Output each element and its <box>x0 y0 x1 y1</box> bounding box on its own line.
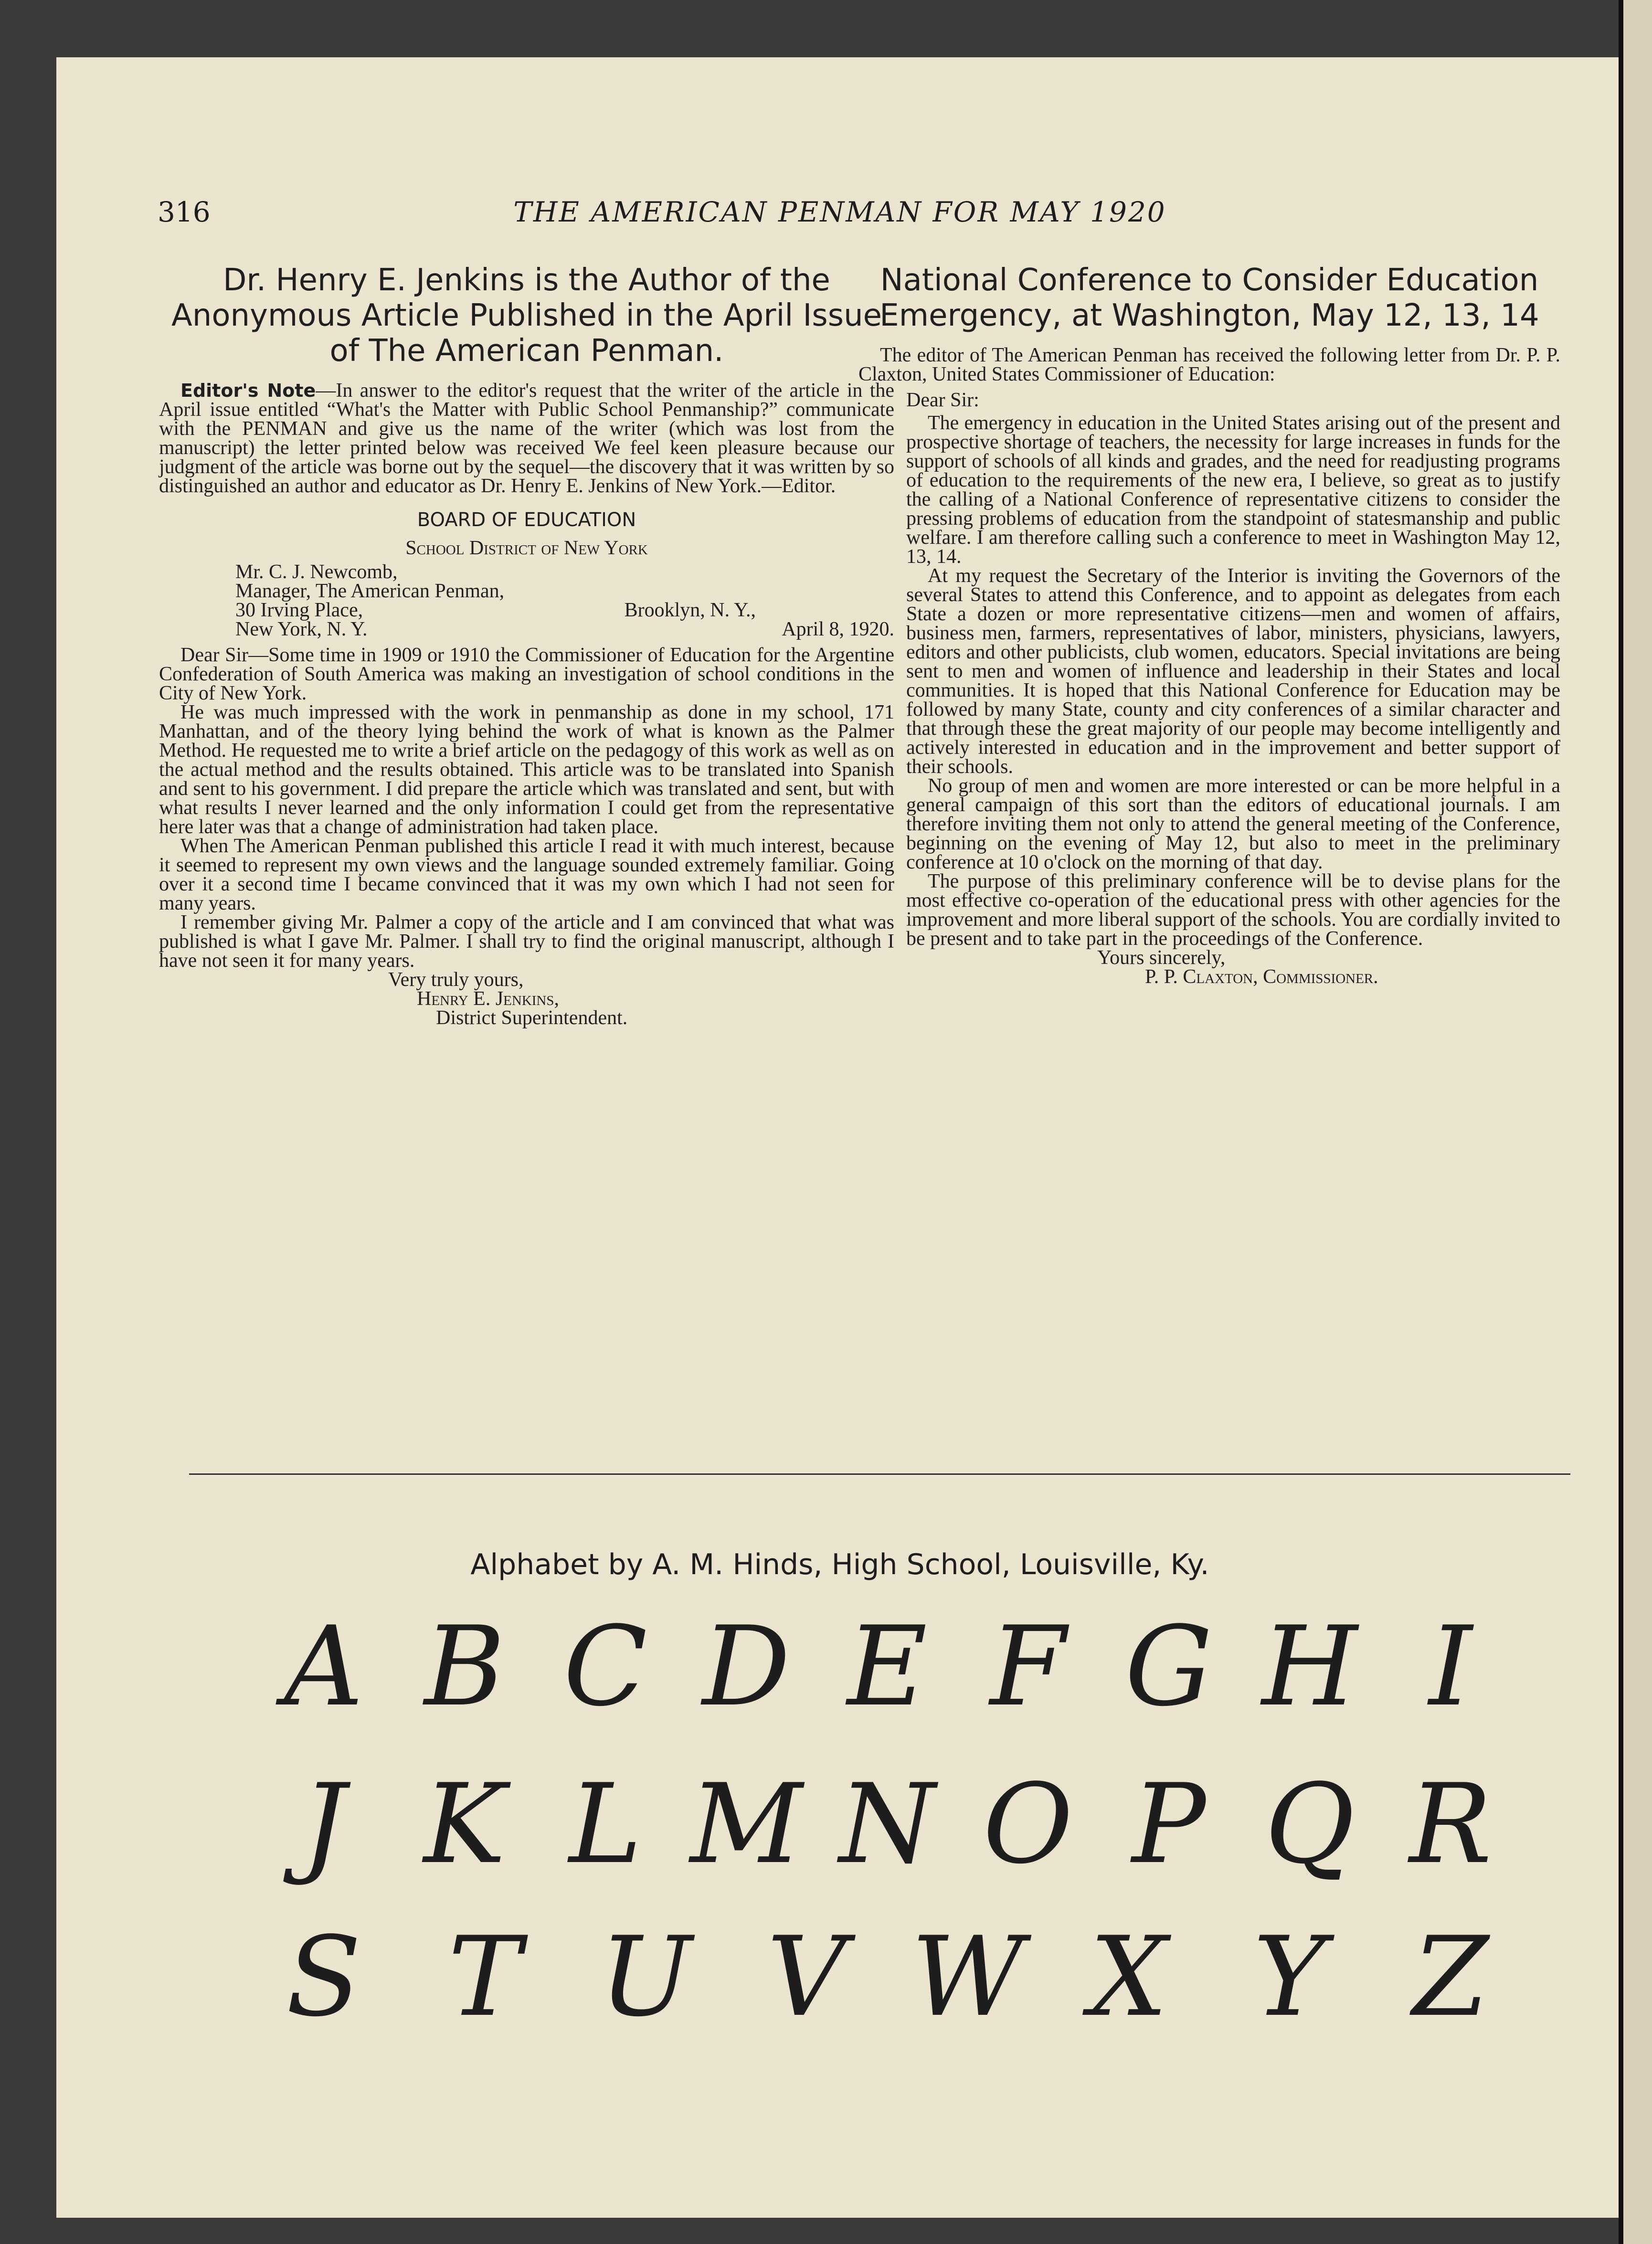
address-right: Brooklyn, N. Y., <box>624 599 756 621</box>
script-letter-o: O <box>983 1761 1073 1888</box>
letter-paragraph: He was much impressed with the work in penmanship as done in my school, 171 Manhattan, and of the theory lying behind the work of what is known as the Palmer Method. He requested me to write a brief article on the pedagogy of this work as well as on the actual method and the results obtained. This article was to be translated into Spanish and sent to his government. I did prepare the article which was translated and sent, but with what results I never learned and the only information I could get from the representative here later was that a change of administration had taken place. <box>159 701 894 838</box>
script-letter-u: U <box>599 1914 692 2041</box>
script-letter-j: J <box>301 1761 346 1888</box>
script-letter-b: B <box>424 1603 505 1731</box>
address-left: New York, N. Y. <box>235 618 368 640</box>
script-letter-h: H <box>1261 1603 1358 1731</box>
alphabet-title: Alphabet by A. M. Hinds, High School, Louisville, Ky. <box>470 1548 1209 1581</box>
magazine-page <box>56 57 1623 2218</box>
address-left: 30 Irving Place, <box>235 599 363 621</box>
editor-note-label: Editor's Note <box>180 380 316 401</box>
script-letter-g: G <box>1125 1603 1213 1731</box>
script-letter-e: E <box>847 1603 927 1731</box>
script-letter-c: C <box>563 1603 647 1731</box>
letter-paragraph: At my request the Secretary of the Interior is inviting the Governors of the several States to attend this Conference, and to appoint as delegates from each State a dozen or more representative citizens—men and women of affairs, business men, farmers, representatives of labor, ministers, physicians, lawyers, editors and other publicists, club women, educators. Special invitations are being sent to men and women of influence and leadership in their States and local communities. It is hoped that this National Conference for Education may be followed by many State, county and city conferences of a similar character and that through these the great majority of our people may become intelligently and actively interested in education and in the improvement and better support of their schools. <box>906 565 1560 778</box>
letter-body <box>858 413 1560 986</box>
script-letter-d: D <box>702 1603 791 1731</box>
script-letter-y: Y <box>1253 1914 1326 2041</box>
script-letter-k: K <box>424 1761 506 1888</box>
district-heading: School District of New York <box>405 537 648 559</box>
script-letter-i: I <box>1429 1603 1472 1731</box>
right-article-title: National Conference to Consider Education Emergency, at Washington, May 12, 13, 14 <box>879 263 1539 333</box>
script-letter-n: N <box>839 1761 935 1888</box>
running-title: THE AMERICAN PENMAN FOR MAY 1920 <box>513 196 1166 228</box>
script-letter-q: Q <box>1264 1761 1355 1888</box>
letter-paragraph: The purpose of this preliminary conference will be to devise plans for the most effective co-operation of the educational press with other agencies for the improvement and more liberal support of the schools. You are cordially invited to be present and to take part in the proceedings of the Conference. <box>906 870 1560 950</box>
script-letter-m: M <box>690 1761 803 1888</box>
signer-title: District Superintendent. <box>436 1007 628 1029</box>
script-letter-a: A <box>284 1603 364 1731</box>
section-divider <box>189 1473 1570 1475</box>
script-letter-z: Z <box>1412 1914 1489 2041</box>
signer: P. P. Claxton, Commissioner. <box>1145 966 1378 988</box>
script-alphabet <box>56 1595 1623 2215</box>
closing: Very truly yours, <box>388 969 524 991</box>
script-letter-l: L <box>569 1761 642 1888</box>
facing-page-edge <box>1623 0 1652 2244</box>
salutation: Dear Sir: <box>906 389 979 411</box>
script-letter-v: V <box>767 1914 847 2041</box>
editor-note <box>159 381 894 496</box>
closing: Yours sincerely, <box>1097 947 1226 969</box>
script-letter-r: R <box>1409 1761 1492 1888</box>
script-letter-f: F <box>990 1603 1066 1731</box>
page-number: 316 <box>158 196 211 228</box>
letter-paragraph: No group of men and women are more interested or can be more helpful in a general campaign of this sort than the editors of educational journals. I am therefore inviting them not only to attend the general meeting of the Conference, beginning on the evening of May 12, but also to meet in the preliminary conference at 10 o'clock on the morning of that day. <box>906 775 1560 873</box>
letter-paragraph: I remember giving Mr. Palmer a copy of the article and I am convinced that what was published is what I gave Mr. Palmer. I shall try to find the original manuscript, although I have not seen it for many years. <box>159 911 894 972</box>
script-letter-w: W <box>911 1914 1024 2041</box>
script-letter-p: P <box>1132 1761 1206 1888</box>
left-article-title: Dr. Henry E. Jenkins is the Author of the Anonymous Article Published in the April Issue of The American Penman. <box>171 263 882 369</box>
left-article <box>159 263 894 1027</box>
letter-paragraph: Dear Sir—Some time in 1909 or 1910 the Commissioner of Education for the Argentine Confederation of South America was making an investigation of school conditions in the City of New York. <box>159 644 894 704</box>
letter-date: April 8, 1920. <box>782 618 894 640</box>
board-heading: BOARD OF EDUCATION <box>417 509 636 531</box>
signer: Henry E. Jenkins, <box>417 988 560 1010</box>
right-article <box>858 263 1560 986</box>
letter-paragraph: The emergency in education in the United States arising out of the present and prospective shortage of teachers, the necessity for large increases in funds for the support of schools of all kinds and grades, and the need for readjusting programs of education to the requirements of the new era, I believe, so great as to justify the calling of a National Conference of representative citizens to consider the pressing problems of education from the standpoint of statesmanship and public welfare. I am therefore calling such a conference to meet in Washington May 12, 13, 14. <box>906 412 1560 568</box>
letter-paragraph: When The American Penman published this article I read it with much interest, because it seemed to represent my own views and the language sounded extremely familiar. Going over it a second time I became convinced that it was my own which I had not seen for many years. <box>159 835 894 914</box>
address-row <box>159 601 894 620</box>
script-letter-x: X <box>1089 1914 1168 2041</box>
address-line: Mr. C. J. Newcomb, <box>235 561 398 583</box>
right-intro: The editor of The American Penman has received the following letter from Dr. P. P. Claxton, United States Commissioner of Education: <box>858 344 1560 385</box>
script-letter-s: S <box>286 1914 361 2041</box>
address-line: Manager, The American Penman, <box>235 580 505 602</box>
address-row <box>159 620 894 639</box>
script-letter-t: T <box>448 1914 521 2041</box>
editor-note-text: —In answer to the editor's request that the writer of the article in the April issue entitled “What's the Matter with Public School Penmanship?” communicate with the PENMAN and give us the name of the writer (which was lost from the manuscript) the letter printed below was received We feel keen pleasure because our judgment of the article was borne out by the sequel—the discovery that it was written by so distinguished an author and educator as Dr. Henry E. Jenkins of New York.—Editor. <box>159 380 894 497</box>
